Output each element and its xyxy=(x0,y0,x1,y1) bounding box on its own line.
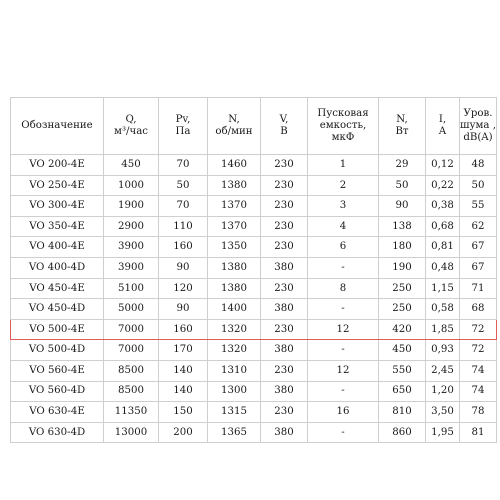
table-cell: 74 xyxy=(460,381,497,402)
table-cell: 0,93 xyxy=(426,340,460,361)
table-cell: 5100 xyxy=(104,278,159,299)
table-row xyxy=(11,299,497,320)
table-row xyxy=(11,175,497,196)
table-cell: 12 xyxy=(308,360,379,381)
table-cell: 7000 xyxy=(104,319,159,340)
table-cell: 3,50 xyxy=(426,402,460,423)
column-header-line: Пусковая xyxy=(317,108,369,120)
column-header xyxy=(159,98,208,155)
table-cell: 78 xyxy=(460,402,497,423)
table-cell: 110 xyxy=(159,216,208,237)
table-cell: 380 xyxy=(261,381,308,402)
column-header-line: В xyxy=(280,126,288,137)
column-header-line: об/мин xyxy=(215,126,253,137)
table-cell: 230 xyxy=(261,319,308,340)
table-cell: 1320 xyxy=(208,319,261,340)
table-cell: 6 xyxy=(308,237,379,258)
table-cell: 230 xyxy=(261,216,308,237)
spec-table xyxy=(10,97,497,443)
table-row xyxy=(11,360,497,381)
column-header-line: I, xyxy=(438,114,447,126)
table-cell: 180 xyxy=(379,237,426,258)
table-cell: - xyxy=(308,299,379,320)
table-cell: 1400 xyxy=(208,299,261,320)
table-row xyxy=(11,340,497,361)
table-cell: 11350 xyxy=(104,402,159,423)
table-cell: 72 xyxy=(460,340,497,361)
table-cell: 450 xyxy=(104,155,159,176)
table-cell: 0,22 xyxy=(426,175,460,196)
column-header-line: N, xyxy=(228,114,240,126)
table-body xyxy=(11,155,497,443)
table-cell: 62 xyxy=(460,216,497,237)
table-cell: 12 xyxy=(308,319,379,340)
table-cell: 230 xyxy=(261,196,308,217)
table-row xyxy=(11,381,497,402)
table-cell: 420 xyxy=(379,319,426,340)
table-cell: 250 xyxy=(379,299,426,320)
table-cell: 2,45 xyxy=(426,360,460,381)
table-cell: 0,48 xyxy=(426,257,460,278)
table-cell: 138 xyxy=(379,216,426,237)
model-cell: VO 500-4E xyxy=(11,319,104,340)
table-cell: 1350 xyxy=(208,237,261,258)
table-cell: - xyxy=(308,422,379,443)
table-cell: 90 xyxy=(379,196,426,217)
table-cell: 90 xyxy=(159,257,208,278)
table-cell: 230 xyxy=(261,402,308,423)
table-cell: 650 xyxy=(379,381,426,402)
table-cell: 1370 xyxy=(208,196,261,217)
table-cell: - xyxy=(308,381,379,402)
table-cell: 29 xyxy=(379,155,426,176)
column-header-line: мкФ xyxy=(331,131,355,143)
column-header xyxy=(426,98,460,155)
column-header-line: Вт xyxy=(395,126,409,137)
column-header-line: Уров. xyxy=(463,108,493,120)
model-cell: VO 560-4D xyxy=(11,381,104,402)
table-cell: 1,95 xyxy=(426,422,460,443)
table-cell: 1,15 xyxy=(426,278,460,299)
table-cell: 160 xyxy=(159,237,208,258)
table-cell: 230 xyxy=(261,278,308,299)
model-cell: VO 350-4E xyxy=(11,216,104,237)
table-cell: 3 xyxy=(308,196,379,217)
table-cell: 0,12 xyxy=(426,155,460,176)
column-header xyxy=(104,98,159,155)
table-cell: 1365 xyxy=(208,422,261,443)
model-cell: VO 630-4E xyxy=(11,402,104,423)
column-header-line: м³/час xyxy=(114,126,148,137)
column-header-line: А xyxy=(438,126,447,137)
table-cell: 1 xyxy=(308,155,379,176)
table-cell: 140 xyxy=(159,381,208,402)
table-cell: 55 xyxy=(460,196,497,217)
column-header xyxy=(261,98,308,155)
table-cell: 380 xyxy=(261,257,308,278)
table-row xyxy=(11,257,497,278)
table-cell: 380 xyxy=(261,299,308,320)
table-cell: 0,68 xyxy=(426,216,460,237)
model-cell: VO 630-4D xyxy=(11,422,104,443)
table-cell: 0,38 xyxy=(426,196,460,217)
table-cell: 74 xyxy=(460,360,497,381)
column-header-line: емкость, xyxy=(319,120,367,132)
table-cell: 67 xyxy=(460,237,497,258)
model-cell: VO 500-4D xyxy=(11,340,104,361)
column-header xyxy=(379,98,426,155)
table-cell: 230 xyxy=(261,360,308,381)
table-cell: - xyxy=(308,340,379,361)
table-cell: 120 xyxy=(159,278,208,299)
table-cell: 1370 xyxy=(208,216,261,237)
table-cell: 0,58 xyxy=(426,299,460,320)
table-cell: 450 xyxy=(379,340,426,361)
table-cell: 200 xyxy=(159,422,208,443)
table-cell: 1000 xyxy=(104,175,159,196)
column-header-line: шума , xyxy=(460,120,496,132)
table-row xyxy=(11,237,497,258)
table-row-highlighted xyxy=(11,319,497,340)
table-cell: 380 xyxy=(261,340,308,361)
table-cell: 48 xyxy=(460,155,497,176)
table-cell: 230 xyxy=(261,237,308,258)
table-cell: 13000 xyxy=(104,422,159,443)
table-cell: 0,81 xyxy=(426,237,460,258)
table-cell: 7000 xyxy=(104,340,159,361)
model-cell: VO 200-4E xyxy=(11,155,104,176)
column-header-line: Pv, xyxy=(175,114,191,126)
table-cell: 550 xyxy=(379,360,426,381)
table-cell: 250 xyxy=(379,278,426,299)
table-cell: 50 xyxy=(460,175,497,196)
table-cell: 3900 xyxy=(104,257,159,278)
table-row xyxy=(11,196,497,217)
table-cell: 190 xyxy=(379,257,426,278)
table-row xyxy=(11,216,497,237)
table-cell: 170 xyxy=(159,340,208,361)
column-header xyxy=(460,98,497,155)
column-header-line: dB(A) xyxy=(463,131,493,143)
spec-table-container xyxy=(10,97,496,443)
table-cell: 150 xyxy=(159,402,208,423)
table-cell: 8500 xyxy=(104,381,159,402)
table-cell: 81 xyxy=(460,422,497,443)
table-cell: 1380 xyxy=(208,278,261,299)
table-header-row xyxy=(11,98,497,155)
table-cell: 1320 xyxy=(208,340,261,361)
table-cell: 8500 xyxy=(104,360,159,381)
model-cell: VO 450-4D xyxy=(11,299,104,320)
table-cell: 50 xyxy=(159,175,208,196)
column-header-line: V, xyxy=(279,114,289,126)
column-header-line: Обозначение xyxy=(21,120,93,132)
table-cell: 160 xyxy=(159,319,208,340)
table-row xyxy=(11,278,497,299)
column-header xyxy=(11,98,104,155)
table-cell: 68 xyxy=(460,299,497,320)
table-cell: 50 xyxy=(379,175,426,196)
column-header-line: Па xyxy=(175,126,191,137)
model-cell: VO 300-4E xyxy=(11,196,104,217)
table-cell: - xyxy=(308,257,379,278)
table-cell: 230 xyxy=(261,175,308,196)
column-header-line: Q, xyxy=(125,114,137,126)
table-cell: 140 xyxy=(159,360,208,381)
table-cell: 1,20 xyxy=(426,381,460,402)
table-cell: 2900 xyxy=(104,216,159,237)
table-cell: 5000 xyxy=(104,299,159,320)
table-cell: 1380 xyxy=(208,257,261,278)
table-cell: 1315 xyxy=(208,402,261,423)
table-cell: 67 xyxy=(460,257,497,278)
table-cell: 70 xyxy=(159,196,208,217)
table-cell: 16 xyxy=(308,402,379,423)
model-cell: VO 560-4E xyxy=(11,360,104,381)
table-cell: 3900 xyxy=(104,237,159,258)
model-cell: VO 250-4E xyxy=(11,175,104,196)
table-cell: 1900 xyxy=(104,196,159,217)
table-cell: 72 xyxy=(460,319,497,340)
column-header xyxy=(208,98,261,155)
table-cell: 810 xyxy=(379,402,426,423)
table-cell: 2 xyxy=(308,175,379,196)
table-row xyxy=(11,402,497,423)
column-header-line: N, xyxy=(396,114,408,126)
table-cell: 230 xyxy=(261,155,308,176)
model-cell: VO 400-4D xyxy=(11,257,104,278)
table-cell: 860 xyxy=(379,422,426,443)
table-cell: 70 xyxy=(159,155,208,176)
table-cell: 1300 xyxy=(208,381,261,402)
model-cell: VO 400-4E xyxy=(11,237,104,258)
column-header xyxy=(308,98,379,155)
table-row xyxy=(11,155,497,176)
table-cell: 90 xyxy=(159,299,208,320)
table-cell: 71 xyxy=(460,278,497,299)
table-cell: 1310 xyxy=(208,360,261,381)
table-cell: 380 xyxy=(261,422,308,443)
table-cell: 4 xyxy=(308,216,379,237)
table-cell: 1460 xyxy=(208,155,261,176)
model-cell: VO 450-4E xyxy=(11,278,104,299)
table-cell: 8 xyxy=(308,278,379,299)
table-cell: 1,85 xyxy=(426,319,460,340)
table-row xyxy=(11,422,497,443)
table-cell: 1380 xyxy=(208,175,261,196)
